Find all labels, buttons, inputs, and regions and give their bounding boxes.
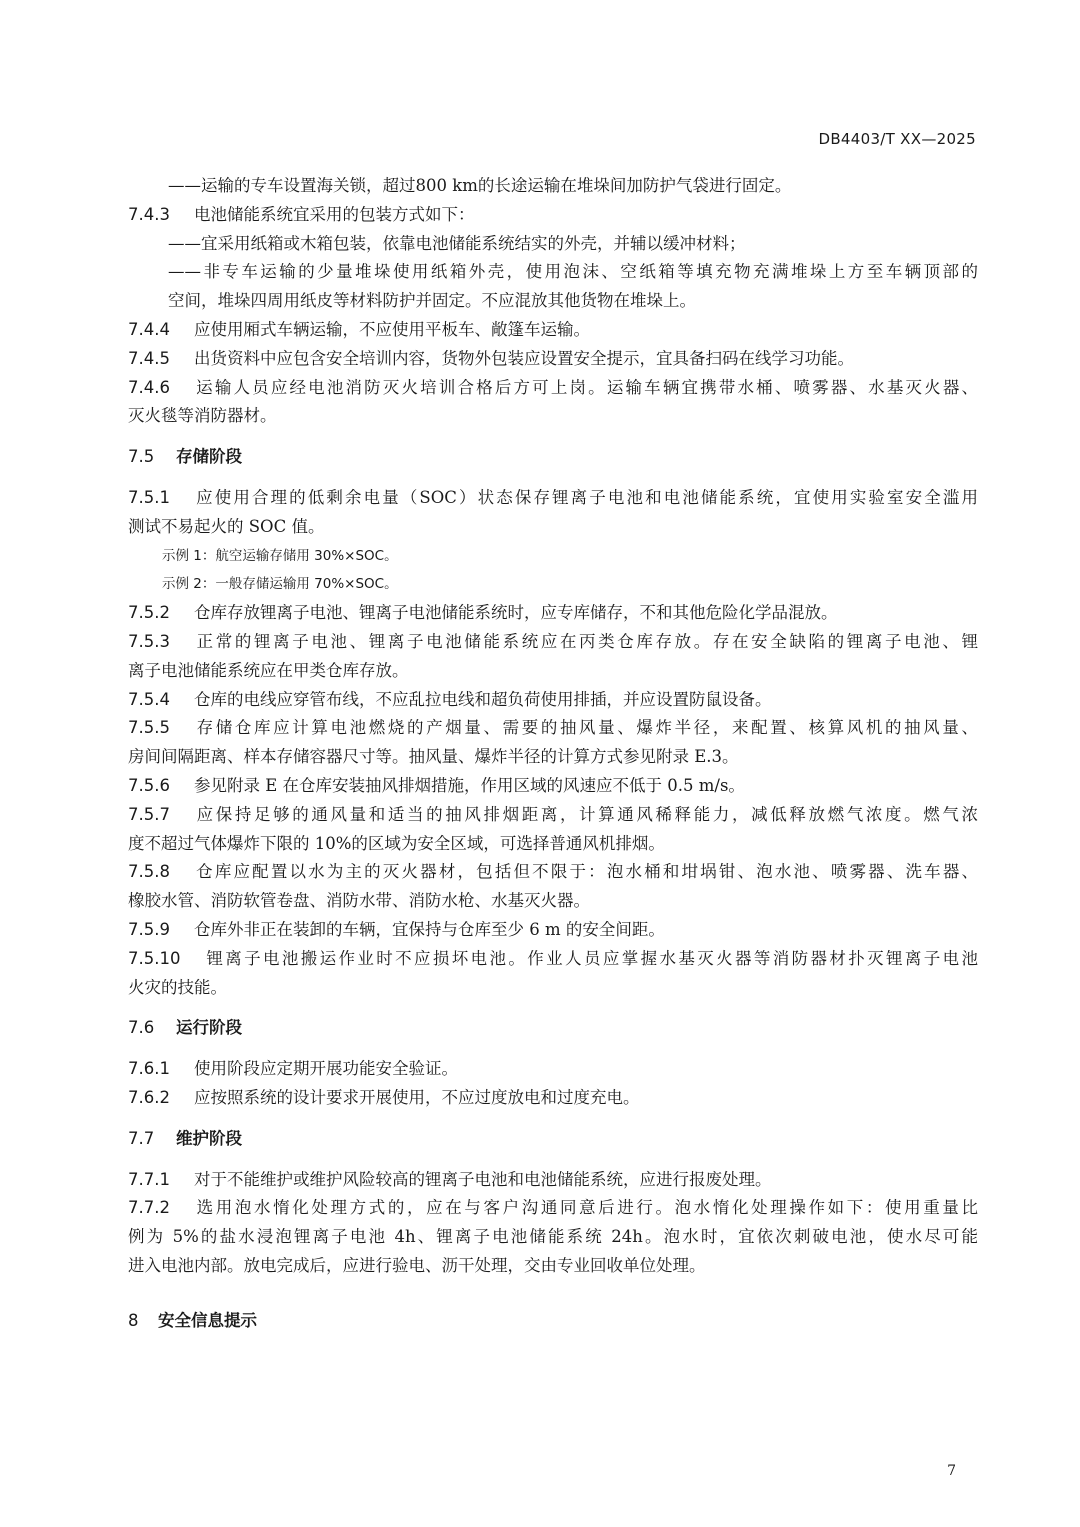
clause-7-6-2 (128, 1084, 978, 1113)
clause-text: 运输人员应经电池消防灭火培训合格后方可上岗。运输车辆宜携带水桶、喷雾器、水基灭火器、 (194, 377, 978, 397)
clause-7-5-3-continued: 离子电池储能系统应在甲类仓库存放。 (128, 660, 409, 680)
clause-text: 出货资料中应包含安全培训内容，货物外包装应设置安全提示，宜具备扫码在线学习功能。 (194, 348, 854, 368)
clause-text: 对于不能维护或维护风险较高的锂离子电池和电池储能系统，应进行报废处理。 (194, 1169, 772, 1189)
clause-text: 应使用合理的低剩余电量（SOC）状态保存锂离子电池和电池储能系统，宜使用实验室安全滥用 (194, 487, 978, 507)
clause-7-7-2-continued: 进入电池内部。放电完成后，应进行验电、沥干处理，交由专业回收单位处理。 (128, 1255, 706, 1275)
clause-number: 7.5.4 (128, 689, 170, 709)
clause-7-5-8-continued: 橡胶水管、消防软管卷盘、消防水带、消防水枪、水基灭火器。 (128, 891, 590, 911)
clause-number: 7.5.7 (128, 804, 170, 824)
clause-text: 仓库的电线应穿管布线，不应乱拉电线和超负荷使用排插，并应设置防鼠设备。 (194, 689, 772, 709)
clause-7-7-1 (128, 1166, 978, 1195)
clause-text: 锂离子电池搬运作业时不应损坏电池。作业人员应掌握水基灭火器等消防器材扑灭锂离子电池 (204, 948, 978, 968)
document-code: DB4403/T XX—2025 (818, 130, 976, 148)
clause-text: 选用泡水惰化处理方式的，应在与客户沟通同意后进行。泡水惰化处理操作如下：使用重量比 (194, 1198, 978, 1218)
paragraph-dash-item: ——宜采用纸箱或木箱包装，依靠电池储能系统结实的外壳，并辅以缓冲材料； (168, 233, 746, 253)
clause-7-5-5-continued: 房间间隔距离、样本存储容器尺寸等。抽风量、爆炸半径的计算方式参见附录 E.3。 (128, 747, 739, 767)
clause-number: 7.4.4 (128, 319, 170, 339)
section-title: 运行阶段 (176, 1018, 242, 1038)
paragraph-dash-item: ——运输的专车设置海关锁，超过800 km的长途运输在堆垛间加防护气袋进行固定。 (168, 176, 792, 195)
clause-number: 7.5.10 (128, 948, 181, 968)
section-heading-7-6 (128, 1014, 978, 1043)
clause-7-5-7-continued: 度不超过气体爆炸下限的 10%的区域为安全区域，可选择普通风机排烟。 (128, 833, 665, 853)
clause-number: 7.5.3 (128, 631, 170, 651)
clause-7-4-6-continued: 灭火毯等消防器材。 (128, 406, 277, 426)
section-heading-7-7 (128, 1125, 978, 1154)
clause-number: 7.5.1 (128, 487, 170, 507)
clause-7-4-3 (128, 201, 978, 230)
clause-7-5-4 (128, 686, 978, 715)
section-number: 7.7 (128, 1128, 155, 1148)
section-heading-7-5 (128, 443, 978, 472)
clause-number: 7.7.2 (128, 1198, 170, 1218)
page-number: 7 (947, 1463, 956, 1479)
section-title: 安全信息提示 (158, 1310, 257, 1330)
clause-7-4-4 (128, 316, 978, 345)
clause-text: 应使用厢式车辆运输，不应使用平板车、敞篷车运输。 (194, 319, 590, 339)
example-note: 示例 1：航空运输存储用 30%×SOC。 (162, 547, 398, 564)
clause-number: 7.6.1 (128, 1059, 170, 1079)
clause-7-5-10-continued: 火灾的技能。 (128, 977, 227, 997)
clause-number: 7.5.9 (128, 919, 170, 939)
section-number: 7.6 (128, 1018, 155, 1038)
section-title: 维护阶段 (176, 1128, 242, 1148)
clause-number: 7.5.6 (128, 775, 170, 795)
clause-7-5-6 (128, 772, 978, 801)
clause-7-5-8 (128, 858, 978, 887)
clause-7-7-2-continued: 例为 5%的盐水浸泡锂离子电池 4h、锂离子电池储能系统 24h。泡水时，宜依次刺破电池，使水尽可能 (128, 1227, 978, 1247)
clause-number: 7.5.5 (128, 718, 170, 738)
clause-7-4-6 (128, 374, 978, 403)
clause-number: 7.7.1 (128, 1169, 170, 1189)
clause-7-5-3 (128, 628, 978, 657)
clause-7-7-2 (128, 1194, 978, 1223)
clause-7-5-5 (128, 714, 978, 743)
clause-7-5-9 (128, 916, 978, 945)
clause-text: 仓库存放锂离子电池、锂离子电池储能系统时，应专库储存，不和其他危险化学品混放。 (194, 603, 838, 623)
clause-7-6-1 (128, 1055, 978, 1084)
clause-number: 7.6.2 (128, 1087, 170, 1107)
clause-number: 7.5.8 (128, 862, 170, 882)
section-heading-8 (128, 1307, 978, 1336)
clause-7-5-1-continued: 测试不易起火的 SOC 值。 (128, 516, 325, 536)
section-number: 8 (128, 1310, 139, 1330)
clause-text: 参见附录 E 在仓库安装抽风排烟措施，作用区域的风速应不低于 0.5 m/s。 (194, 775, 745, 795)
clause-text: 电池储能系统宜采用的包装方式如下： (194, 204, 475, 224)
document-body (128, 172, 978, 1335)
example-note: 示例 2：一般存储运输用 70%×SOC。 (162, 576, 398, 593)
clause-text: 存储仓库应计算电池燃烧的产烟量、需要的抽风量、爆炸半径，来配置、核算风机的抽风量、 (194, 718, 978, 738)
clause-7-5-2 (128, 599, 978, 628)
clause-text: 应按照系统的设计要求开展使用，不应过度放电和过度充电。 (194, 1087, 640, 1107)
clause-text: 应保持足够的通风量和适当的抽风排烟距离，计算通风稀释能力，减低释放燃气浓度。燃气浓 (194, 804, 978, 824)
clause-7-4-5 (128, 345, 978, 374)
clause-number: 7.4.6 (128, 377, 170, 397)
section-number: 7.5 (128, 447, 155, 467)
clause-text: 仓库外非正在装卸的车辆，宜保持与仓库至少 6 m 的安全间距。 (194, 919, 665, 939)
clause-text: 仓库应配置以水为主的灭火器材，包括但不限于：泡水桶和坩埚钳、泡水池、喷雾器、洗车器、 (194, 862, 978, 882)
clause-text: 正常的锂离子电池、锂离子电池储能系统应在丙类仓库存放。存在安全缺陷的锂离子电池、锂 (194, 631, 978, 651)
paragraph-dash-item-continued: 空间，堆垛四周用纸皮等材料防护并固定。不应混放其他货物在堆垛上。 (168, 291, 696, 311)
clause-7-5-1 (128, 484, 978, 513)
clause-7-5-7 (128, 801, 978, 830)
paragraph-dash-item: ——非专车运输的少量堆垛使用纸箱外壳，使用泡沫、空纸箱等填充物充满堆垛上方至车辆顶部的 (168, 262, 978, 282)
clause-number: 7.4.5 (128, 348, 170, 368)
clause-text: 使用阶段应定期开展功能安全验证。 (194, 1059, 458, 1079)
clause-7-5-10 (128, 945, 978, 974)
clause-number: 7.4.3 (128, 204, 170, 224)
clause-number: 7.5.2 (128, 603, 170, 623)
section-title: 存储阶段 (176, 447, 242, 467)
